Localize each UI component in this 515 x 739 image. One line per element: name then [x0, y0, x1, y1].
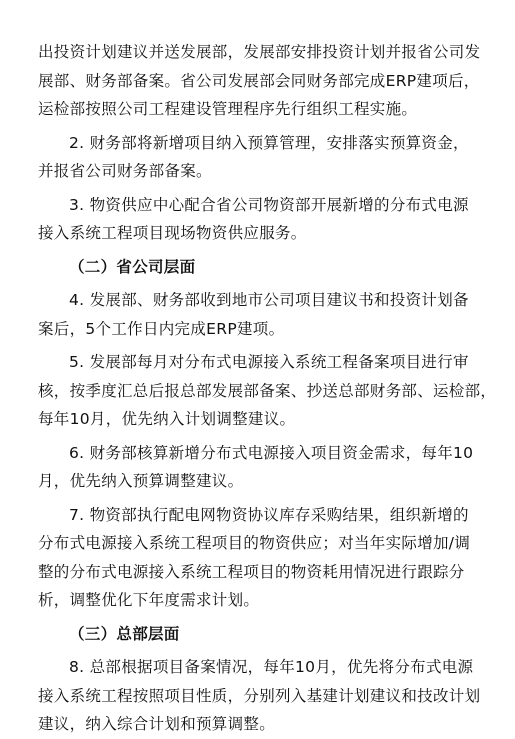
paragraph-item-6	[38, 439, 491, 496]
paragraph-item-5	[38, 348, 497, 434]
text-line: 5. 发展部每月对分布式电源接入系统工程备案项目进行审	[69, 353, 469, 371]
section-heading-text: （二）省公司层面	[69, 257, 196, 276]
text-line: 案后，5个工作日内完成ERP建项。	[38, 319, 285, 338]
section-heading-provincial	[38, 253, 491, 282]
text-line: 分布式电源接入系统工程项目的物资供应；对当年实际增加/调	[38, 534, 471, 552]
text-line: 析，调整优化下年度需求计划。	[38, 591, 260, 609]
paragraph-item-4	[38, 286, 491, 343]
paragraph-1-continuation	[38, 38, 491, 124]
text-line: 运检部按照公司工程建设管理程序先行组织工程实施。	[38, 100, 418, 118]
paragraph-item-2	[38, 129, 491, 186]
paragraph-item-8	[38, 653, 491, 739]
text-line: 出投资计划建议并送发展部，发展部安排投资计划并报省公司发	[38, 43, 481, 61]
section-heading-text: （三）总部层面	[69, 624, 180, 643]
text-line: 核，按季度汇总后报总部发展部备案、抄送总部财务部、运检部，	[38, 381, 497, 400]
text-line: 8. 总部根据项目备案情况，每年10月，优先将分布式电源	[69, 658, 474, 676]
text-line: 3. 物资供应中心配合省公司物资部开展新增的分布式电源	[69, 195, 469, 214]
text-line: 7. 物资部执行配电网物资协议库存采购结果，组织新增的	[69, 505, 469, 524]
text-line: 接入系统工程项目现场物资供应服务。	[38, 224, 307, 242]
text-line: 展部、财务部备案。省公司发展部会同财务部完成ERP建项后，	[38, 71, 480, 90]
section-heading-headquarters	[38, 620, 491, 649]
text-line: 整的分布式电源接入系统工程项目的物资耗用情况进行跟踪分	[38, 562, 465, 581]
paragraph-item-3	[38, 191, 491, 248]
text-line: 月，优先纳入预算调整建议。	[38, 472, 244, 490]
text-line: 4. 发展部、财务部收到地市公司项目建议书和投资计划备	[69, 291, 469, 309]
text-line: 6. 财务部核算新增分布式电源接入项目资金需求，每年10	[69, 443, 474, 462]
text-line: 建议，纳入综合计划和预算调整。	[38, 715, 276, 733]
text-line: 接入系统工程按照项目性质，分别列入基建计划建议和技改计划	[38, 686, 481, 705]
text-line: 2. 财务部将新增项目纳入预算管理，安排落实预算资金，	[69, 133, 469, 152]
text-line: 并报省公司财务部备案。	[38, 162, 212, 180]
paragraph-item-7	[38, 501, 491, 615]
text-line: 每年10月，优先纳入计划调整建议。	[38, 410, 296, 428]
